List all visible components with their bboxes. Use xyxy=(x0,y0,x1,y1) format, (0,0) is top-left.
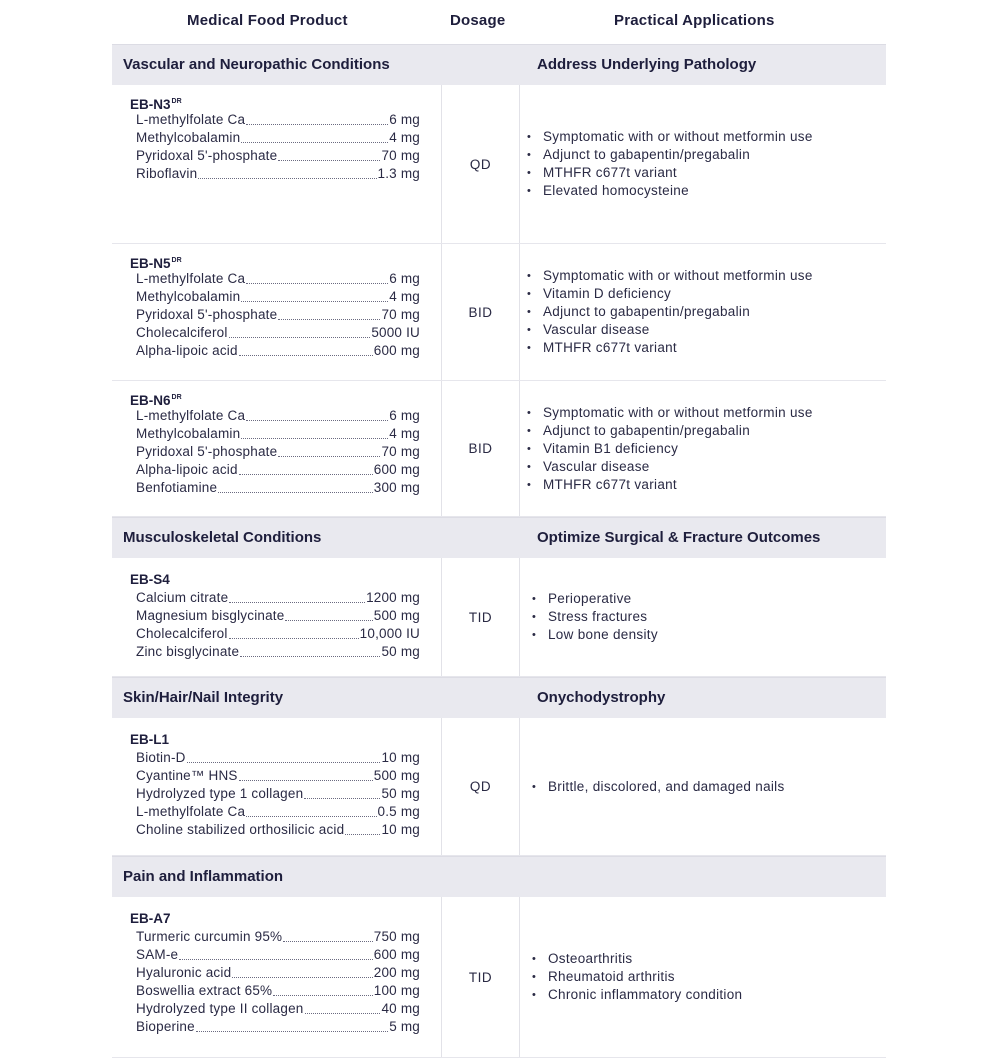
product-cell xyxy=(112,558,442,676)
ingredient-name: Alpha-lipoic acid xyxy=(136,462,238,477)
bullet-icon: • xyxy=(532,611,537,623)
ingredient-amount: 50 mg xyxy=(381,644,420,659)
dot-leader xyxy=(246,816,376,817)
ingredient-amount: 5000 IU xyxy=(371,325,420,340)
table-header xyxy=(0,0,1000,44)
dot-leader xyxy=(239,474,373,475)
ingredient-amount: 300 mg xyxy=(373,480,420,495)
applications-cell xyxy=(520,718,886,855)
application-item xyxy=(532,626,886,644)
section-goal: Optimize Surgical & Fracture Outcomes xyxy=(537,529,821,546)
section-title: Musculoskeletal Conditions xyxy=(123,529,322,546)
product-cell xyxy=(112,244,442,380)
ingredient-amount: 600 mg xyxy=(373,343,420,358)
ingredient-name: Cyantine™ HNS xyxy=(136,768,238,783)
application-item xyxy=(532,950,886,968)
ingredient-name: Hydrolyzed type II collagen xyxy=(136,1001,304,1016)
bullet-icon: • xyxy=(527,324,532,336)
ingredient-name: Boswellia extract 65% xyxy=(136,983,273,998)
bullet-icon: • xyxy=(527,342,532,354)
application-text: Perioperative xyxy=(548,591,632,606)
product-name xyxy=(130,732,169,747)
product-cell xyxy=(112,718,442,855)
ingredient-line xyxy=(136,480,420,498)
ingredient-line xyxy=(136,408,420,426)
application-text: MTHFR c677t variant xyxy=(543,165,677,180)
product-name-text: EB-S4 xyxy=(130,572,170,587)
dosage-cell: TID xyxy=(442,897,520,1057)
ingredient-amount: 10 mg xyxy=(381,822,420,837)
dot-leader xyxy=(305,1013,381,1014)
dot-leader xyxy=(232,977,372,978)
section-title: Skin/Hair/Nail Integrity xyxy=(123,689,284,706)
application-item xyxy=(532,986,886,1004)
dosage-cell: BID xyxy=(442,244,520,380)
ingredient-name: SAM-e xyxy=(136,947,179,962)
dot-leader xyxy=(345,834,380,835)
ingredient-amount: 500 mg xyxy=(373,608,420,623)
bullet-icon: • xyxy=(532,989,537,1001)
application-item xyxy=(532,778,886,796)
product-name-text: EB-L1 xyxy=(130,732,170,747)
applications-cell xyxy=(520,381,886,516)
dot-leader xyxy=(246,420,388,421)
dot-leader xyxy=(229,638,359,639)
dot-leader xyxy=(229,602,365,603)
product-name-superscript: DR xyxy=(171,394,182,401)
application-text: Vitamin D deficiency xyxy=(543,286,672,301)
product-name xyxy=(130,256,182,271)
dot-leader xyxy=(196,1031,388,1032)
ingredient-name: L-methylfolate Ca xyxy=(136,271,246,286)
ingredient-name: Cholecalciferol xyxy=(136,626,228,641)
bullet-icon: • xyxy=(527,406,532,419)
ingredient-amount: 600 mg xyxy=(373,462,420,477)
ingredient-amount: 1200 mg xyxy=(366,590,420,605)
dot-leader xyxy=(283,941,373,942)
applications-cell xyxy=(520,85,886,243)
dot-leader xyxy=(278,160,380,161)
product-name-superscript: DR xyxy=(171,257,182,264)
bullet-icon: • xyxy=(532,953,537,965)
ingredient-line xyxy=(136,1019,420,1037)
application-item xyxy=(527,164,886,182)
ingredient-name: Zinc bisglycinate xyxy=(136,644,240,659)
application-text: Rheumatoid arthritis xyxy=(548,969,675,984)
ingredient-list xyxy=(136,112,420,184)
ingredient-name: Hyaluronic acid xyxy=(136,965,232,980)
ingredient-list xyxy=(136,408,420,498)
section-goal: Address Underlying Pathology xyxy=(537,56,757,73)
ingredient-line xyxy=(136,822,420,840)
ingredient-line xyxy=(136,768,420,786)
application-text: MTHFR c677t variant xyxy=(543,476,677,492)
application-text: Adjunct to gabapentin/pregabalin xyxy=(543,147,751,162)
ingredient-amount: 5 mg xyxy=(389,1019,420,1034)
dosage-cell: QD xyxy=(442,718,520,855)
ingredient-amount: 4 mg xyxy=(389,426,420,441)
ingredient-amount: 10 mg xyxy=(381,750,420,765)
ingredient-amount: 750 mg xyxy=(373,929,420,944)
dot-leader xyxy=(218,492,373,493)
application-text: Low bone density xyxy=(548,627,658,642)
dot-leader xyxy=(278,456,380,457)
product-name-text: EB-A7 xyxy=(130,911,171,926)
ingredient-line xyxy=(136,644,420,662)
application-text: Osteoarthritis xyxy=(548,951,633,966)
ingredient-list xyxy=(136,271,420,361)
ingredient-name: L-methylfolate Ca xyxy=(136,112,246,127)
section-title: Vascular and Neuropathic Conditions xyxy=(123,56,390,73)
application-text: Stress fractures xyxy=(548,609,648,624)
ingredient-line xyxy=(136,307,420,325)
header-applications: Practical Applications xyxy=(614,12,775,29)
ingredient-amount: 70 mg xyxy=(381,444,420,459)
header-product: Medical Food Product xyxy=(187,12,348,29)
application-item xyxy=(527,303,886,321)
table-row xyxy=(112,718,886,856)
ingredient-line xyxy=(136,1001,420,1019)
bullet-icon: • xyxy=(527,149,532,161)
ingredient-line xyxy=(136,929,420,947)
dot-leader xyxy=(278,319,380,320)
table-row xyxy=(112,381,886,517)
application-item xyxy=(527,476,886,494)
application-text: Chronic inflammatory condition xyxy=(548,987,743,1002)
dot-leader xyxy=(285,620,372,621)
table-row xyxy=(112,85,886,244)
product-name-superscript: DR xyxy=(171,98,182,105)
application-item xyxy=(532,590,886,608)
dot-leader xyxy=(179,959,373,960)
application-item xyxy=(532,968,886,986)
product-name-text: EB-N6 xyxy=(130,393,171,408)
application-item xyxy=(527,321,886,339)
ingredient-amount: 50 mg xyxy=(381,786,420,801)
dot-leader xyxy=(241,438,388,439)
ingredient-line xyxy=(136,426,420,444)
dosage-cell: BID xyxy=(442,381,520,516)
ingredient-name: Pyridoxal 5'-phosphate xyxy=(136,444,278,459)
application-item xyxy=(527,285,886,303)
applications-cell xyxy=(520,558,886,676)
ingredient-name: Choline stabilized orthosilicic acid xyxy=(136,822,345,837)
ingredient-name: Magnesium bisglycinate xyxy=(136,608,285,623)
bullet-icon: • xyxy=(527,167,532,179)
ingredient-line xyxy=(136,289,420,307)
ingredient-amount: 500 mg xyxy=(373,768,420,783)
section-header xyxy=(112,677,886,718)
ingredient-line xyxy=(136,112,420,130)
applications-cell xyxy=(520,897,886,1057)
ingredient-line xyxy=(136,608,420,626)
application-item xyxy=(532,608,886,626)
ingredient-amount: 1.3 mg xyxy=(377,166,420,181)
ingredient-list xyxy=(136,750,420,840)
ingredient-line xyxy=(136,626,420,644)
application-item xyxy=(527,267,886,285)
application-text: Symptomatic with or without metformin use xyxy=(543,268,813,283)
bullet-icon: • xyxy=(527,288,532,300)
bullet-icon: • xyxy=(527,185,532,197)
section-header xyxy=(112,856,886,897)
section-header xyxy=(112,44,886,85)
application-item xyxy=(527,128,886,146)
ingredient-list xyxy=(136,929,420,1037)
dot-leader xyxy=(198,178,376,179)
dot-leader xyxy=(246,283,388,284)
ingredient-name: Calcium citrate xyxy=(136,590,229,605)
ingredient-line xyxy=(136,590,420,608)
application-text: Symptomatic with or without metformin use xyxy=(543,404,813,420)
dot-leader xyxy=(239,780,373,781)
product-cell xyxy=(112,85,442,243)
ingredient-line xyxy=(136,271,420,289)
applications-cell xyxy=(520,244,886,380)
dot-leader xyxy=(240,656,380,657)
product-name-text: EB-N3 xyxy=(130,97,171,112)
section-title: Pain and Inflammation xyxy=(123,868,284,885)
application-text: Vitamin B1 deficiency xyxy=(543,440,679,456)
application-item xyxy=(527,440,886,458)
ingredient-name: Methylcobalamin xyxy=(136,130,241,145)
product-name xyxy=(130,911,171,926)
ingredient-line xyxy=(136,947,420,965)
product-cell xyxy=(112,381,442,516)
application-item xyxy=(527,339,886,357)
ingredient-line xyxy=(136,462,420,480)
ingredient-name: Hydrolyzed type 1 collagen xyxy=(136,786,304,801)
product-name xyxy=(130,97,182,112)
dot-leader xyxy=(241,301,388,302)
product-cell xyxy=(112,897,442,1057)
ingredient-amount: 6 mg xyxy=(389,112,420,127)
product-table xyxy=(112,44,886,1058)
ingredient-amount: 6 mg xyxy=(389,408,420,423)
bullet-icon: • xyxy=(527,478,532,491)
product-name xyxy=(130,572,170,587)
application-item xyxy=(527,404,886,422)
ingredient-line xyxy=(136,786,420,804)
ingredient-name: Turmeric curcumin 95% xyxy=(136,929,283,944)
dosage-cell: QD xyxy=(442,85,520,243)
ingredient-line xyxy=(136,325,420,343)
ingredient-amount: 10,000 IU xyxy=(359,626,420,641)
table-row xyxy=(112,897,886,1058)
application-text: Adjunct to gabapentin/pregabalin xyxy=(543,304,751,319)
application-text: Adjunct to gabapentin/pregabalin xyxy=(543,422,751,438)
ingredient-amount: 40 mg xyxy=(381,1001,420,1016)
ingredient-amount: 4 mg xyxy=(389,130,420,145)
bullet-icon: • xyxy=(532,593,537,605)
bullet-icon: • xyxy=(527,442,532,455)
application-text: Vascular disease xyxy=(543,458,650,474)
ingredient-name: Biotin-D xyxy=(136,750,186,765)
ingredient-name: Pyridoxal 5'-phosphate xyxy=(136,148,278,163)
ingredient-line xyxy=(136,148,420,166)
ingredient-line xyxy=(136,166,420,184)
ingredient-amount: 4 mg xyxy=(389,289,420,304)
application-text: MTHFR c677t variant xyxy=(543,340,677,355)
dot-leader xyxy=(187,762,381,763)
ingredient-name: L-methylfolate Ca xyxy=(136,804,246,819)
table-row xyxy=(112,244,886,381)
application-item xyxy=(527,458,886,476)
ingredient-amount: 600 mg xyxy=(373,947,420,962)
bullet-icon: • xyxy=(532,629,537,641)
dot-leader xyxy=(229,337,371,338)
application-text: Brittle, discolored, and damaged nails xyxy=(548,778,785,794)
bullet-icon: • xyxy=(527,131,532,143)
ingredient-amount: 200 mg xyxy=(373,965,420,980)
section-header xyxy=(112,517,886,558)
bullet-icon: • xyxy=(532,780,537,793)
ingredient-list xyxy=(136,590,420,662)
ingredient-amount: 6 mg xyxy=(389,271,420,286)
bullet-icon: • xyxy=(527,306,532,318)
dot-leader xyxy=(246,124,388,125)
application-text: Elevated homocysteine xyxy=(543,183,689,198)
bullet-icon: • xyxy=(527,460,532,473)
dot-leader xyxy=(241,142,388,143)
ingredient-amount: 100 mg xyxy=(373,983,420,998)
bullet-icon: • xyxy=(527,270,532,282)
application-text: Symptomatic with or without metformin use xyxy=(543,129,813,144)
ingredient-name: Cholecalciferol xyxy=(136,325,228,340)
application-item xyxy=(527,146,886,164)
ingredient-name: Benfotiamine xyxy=(136,480,218,495)
ingredient-name: Pyridoxal 5'-phosphate xyxy=(136,307,278,322)
ingredient-line xyxy=(136,965,420,983)
ingredient-line xyxy=(136,444,420,462)
ingredient-line xyxy=(136,750,420,768)
ingredient-line xyxy=(136,804,420,822)
application-item xyxy=(527,422,886,440)
ingredient-name: Methylcobalamin xyxy=(136,426,241,441)
ingredient-name: Methylcobalamin xyxy=(136,289,241,304)
table-row xyxy=(112,558,886,677)
ingredient-name: L-methylfolate Ca xyxy=(136,408,246,423)
dot-leader xyxy=(239,355,373,356)
header-dosage: Dosage xyxy=(450,12,506,29)
ingredient-amount: 0.5 mg xyxy=(377,804,420,819)
section-goal: Onychodystrophy xyxy=(537,689,666,706)
bullet-icon: • xyxy=(532,971,537,983)
dosage-cell: TID xyxy=(442,558,520,676)
ingredient-amount: 70 mg xyxy=(381,307,420,322)
ingredient-name: Bioperine xyxy=(136,1019,195,1034)
ingredient-line xyxy=(136,130,420,148)
bullet-icon: • xyxy=(527,424,532,437)
application-item xyxy=(527,182,886,200)
ingredient-name: Riboflavin xyxy=(136,166,198,181)
application-text: Vascular disease xyxy=(543,322,650,337)
ingredient-line xyxy=(136,983,420,1001)
ingredient-line xyxy=(136,343,420,361)
product-name-text: EB-N5 xyxy=(130,256,171,271)
dot-leader xyxy=(304,798,380,799)
ingredient-amount: 70 mg xyxy=(381,148,420,163)
dot-leader xyxy=(273,995,373,996)
product-name xyxy=(130,393,182,408)
ingredient-name: Alpha-lipoic acid xyxy=(136,343,238,358)
